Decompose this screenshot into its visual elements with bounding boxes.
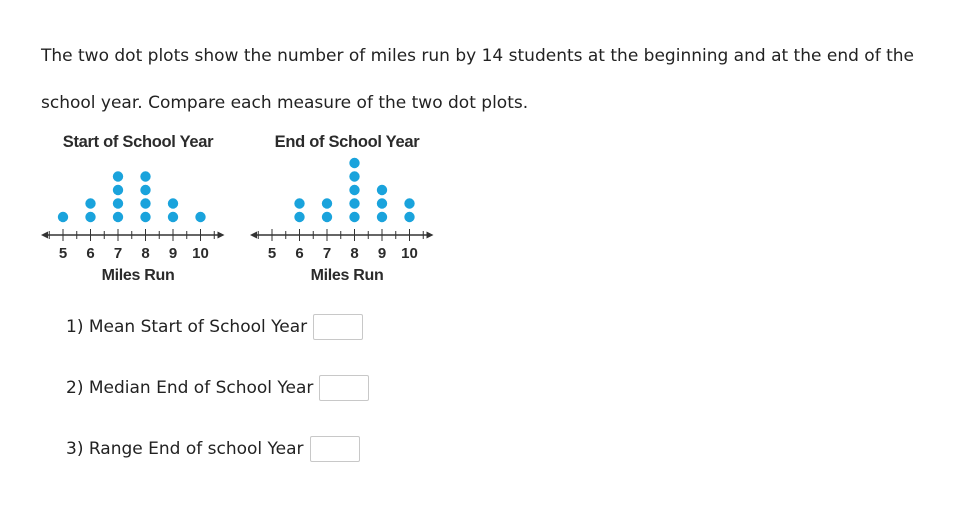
chart-title-start: Start of School Year (62, 133, 214, 151)
data-dot (377, 185, 387, 195)
dot-plot-svg-start (38, 130, 238, 270)
data-dot (140, 171, 150, 181)
question-range-end (66, 436, 360, 462)
tick-label: 9 (168, 245, 178, 262)
question-label-mean-start: 1) Mean Start of School Year (66, 317, 308, 337)
tick-label: 8 (141, 245, 150, 262)
tick-label: 8 (350, 245, 359, 262)
tick-label: 6 (295, 245, 304, 262)
data-dot (349, 212, 359, 222)
data-dot (377, 212, 387, 222)
data-dot (113, 198, 123, 208)
data-dot (349, 158, 359, 168)
data-dot (140, 212, 150, 222)
tick-label: 10 (192, 245, 209, 262)
data-dot (349, 198, 359, 208)
data-dot (404, 212, 414, 222)
data-dot (113, 171, 123, 181)
dot-plot-start (38, 130, 238, 292)
data-dot (322, 212, 332, 222)
data-dot (85, 198, 95, 208)
tick-label: 10 (401, 245, 418, 262)
data-dot (113, 185, 123, 195)
axis-arrow-left (41, 232, 48, 239)
tick-label: 5 (58, 245, 68, 262)
question-median-end (66, 375, 369, 401)
data-dot (168, 198, 178, 208)
x-axis-label-end: Miles Run (310, 267, 384, 284)
dot-plot-end (247, 130, 447, 292)
tick-label: 7 (113, 245, 123, 262)
data-dot (404, 198, 414, 208)
data-dot (195, 212, 205, 222)
data-dot (140, 198, 150, 208)
axis-arrow-right (218, 232, 225, 239)
range-end-answer-input[interactable] (310, 436, 360, 462)
median-end-answer-input[interactable] (319, 375, 369, 401)
mean-start-answer-input[interactable] (313, 314, 363, 340)
data-dot (349, 171, 359, 181)
data-dot (294, 212, 304, 222)
question-label-range-end: 3) Range End of school Year (66, 439, 304, 459)
data-dot (322, 198, 332, 208)
data-dot (85, 212, 95, 222)
data-dot (140, 185, 150, 195)
data-dot (294, 198, 304, 208)
prompt-line-1: The two dot plots show the number of miles run by 14 students at the beginning and at the end of the (41, 46, 914, 66)
prompt-line-2: school year. Compare each measure of the two dot plots. (41, 93, 529, 113)
tick-label: 9 (377, 245, 387, 262)
tick-label: 5 (267, 245, 277, 262)
data-dot (168, 212, 178, 222)
axis-arrow-right (427, 232, 434, 239)
tick-label: 6 (86, 245, 95, 262)
tick-label: 7 (322, 245, 332, 262)
question-label-median-end: 2) Median End of School Year (66, 378, 314, 398)
data-dot (377, 198, 387, 208)
chart-title-end: End of School Year (274, 133, 420, 151)
data-dot (58, 212, 68, 222)
data-dot (349, 185, 359, 195)
data-dot (113, 212, 123, 222)
question-mean-start (66, 314, 363, 340)
problem-prompt (41, 33, 966, 127)
dot-plot-svg-end (247, 130, 447, 270)
axis-arrow-left (250, 232, 257, 239)
x-axis-label-start: Miles Run (101, 267, 175, 284)
